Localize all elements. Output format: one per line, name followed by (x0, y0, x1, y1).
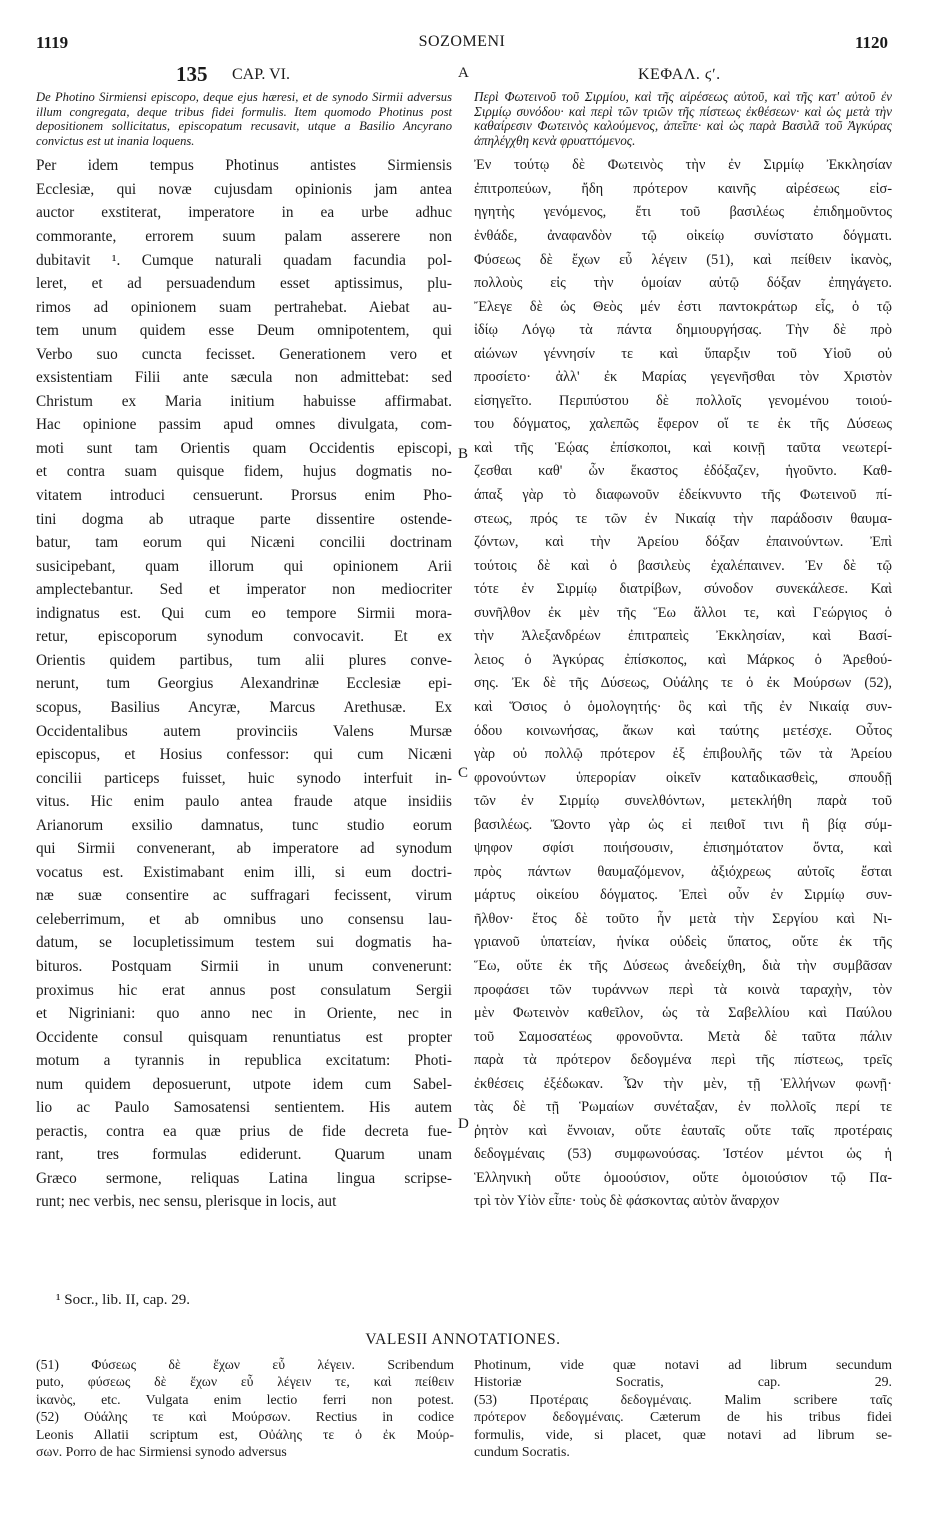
text-line: τότε ἐν Σιρμίῳ διατρίβων, σύνοδον συνεκάλεσε. Καὶ (474, 581, 892, 598)
text-line: εἰσηγεῖτο. Περιπύστου δὲ πολλοῖς γενομένου τοιού- (474, 392, 892, 409)
text-line: προσίετο· ἀλλ' ἐκ Μαρίας γεγενῆσθαι τὸν Χριστὸν (474, 369, 892, 386)
text-line: scopus, Basilius Ancyræ, Marcus Arethusæ. Ex (36, 698, 452, 716)
running-title: SOZOMENI (418, 33, 506, 50)
text-line: vitatem introduci censuerunt. Prorsus enim Pho- (36, 487, 452, 505)
text-line: τρὶ τὸν Υἱὸν εἶπε· τοὺς δὲ φάσκοντας αὐτὸν ἄναρχον (474, 1193, 780, 1210)
text-line: ηγητὴς γενόμενος, ἔτι τοῦ βασιλέως ἐπιδημοῦντος (474, 204, 892, 221)
text-line: άπαξ γὰρ τὸ διαφωνοῦν ἐδείκνυντο τῆς Φωτεινοῦ πί- (474, 487, 892, 504)
text-line: susicipebant, quam illorum qui opinionem Arii (36, 557, 452, 575)
text-line: tem unum quidem esse Deum omnipotentem, qui (36, 322, 452, 340)
text-line: num quidem deposuerunt, utpote idem cum Sabel- (36, 1075, 452, 1093)
annotation-line: formulis, vide, si placet, quæ notavi ad librum se- (474, 1426, 892, 1442)
text-line: σης. Ἐκ δὲ τῆς Δύσεως, Οὐάλης τε ὁ ἐκ Μούρσων (52), (474, 675, 892, 692)
text-line: lio ac Paulo Samosatensi sentientem. His autem (36, 1099, 452, 1117)
annotation-line: (51) Φύσεως δὲ ἔχων εὖ λέγειν. Scribendum (36, 1357, 454, 1372)
text-line: concilii particeps fuisset, huic synodo interfuit in- (36, 769, 452, 787)
text-line: rimos ad opinionem suam pertrahebat. Aiebat au- (36, 298, 452, 316)
greek-body (474, 154, 892, 1214)
margin-letter-a: A (458, 65, 469, 81)
text-line: αἰώνων γέννησίν τε καὶ ὕπαρξιν τοῦ Υἱοῦ οὐ (474, 345, 892, 362)
text-line: episcopus, et Hosius confessor: qui cum Nicæni (36, 746, 452, 764)
text-line: qui Sirmii convenerant, ab imperatore ad synodum (36, 840, 452, 858)
text-line: Ἔλεγε δὲ ὡς Θεὸς μέν ἐστι παντοκράτωρ εἷς, ὁ τῷ (474, 298, 892, 315)
text-line: vocatus est. Existimabant enim illi, si eum doctri- (36, 863, 452, 881)
text-line: τὴν Ἀλεξανδρέων ἐπιτραπεὶς Ἐκκλησίαν, καὶ Βασί- (474, 628, 892, 645)
text-line: Ἑλληνικὴ οὔτε ὁμοούσιον, οὔτε ὁμοιούσιον τῷ Πα- (474, 1169, 892, 1186)
text-line: motum a tyrannis in republica excitatum: Photi- (36, 1052, 452, 1070)
text-line: βασιλέως. Ὤοντο γὰρ ὡς εἰ πειθοῖ τινι ἢ βίᾳ σύμ- (474, 816, 892, 833)
text-line: leret, et ad persuadendum esset aptissimus, plu- (36, 275, 452, 293)
text-line: Occidentalibus autem provinciis Valens Mursæ (36, 722, 452, 740)
text-line: Per idem tempus Photinus antistes Sirmiensis (36, 157, 452, 175)
text-line: λειος ὁ Ἀγκύρας ἐπίσκοπος, καὶ Μάρκος ὁ Ἀρεθού- (474, 651, 892, 668)
text-line: tini dogma ab utraque parte dissentire ostende- (36, 510, 452, 528)
text-line: dubitavit ¹. Cumque naturali quadam facundia pol- (36, 251, 452, 269)
text-line: καὶ Ὅσιος ὁ ὁμολογητής· ὃς καὶ τῆς ἐν Νικαίᾳ συν- (474, 698, 892, 715)
margin-letter-c: C (458, 765, 469, 781)
text-line: auctor exstiterat, imperatore in ea urbe adhuc (36, 204, 452, 222)
text-line: ζεσθαι καθ' ὧν ἕκαστος ἐδόξαζεν, ἡγοῦντο. Καθ- (474, 463, 892, 480)
text-line: γριανοῦ ὑπατείαν, ἡνίκα οὐδεὶς ὕπατος, οὔτε ἐκ τῆς (474, 934, 892, 951)
text-line: μὲν Φωτεινὸν καθεῖλον, ὡς τὰ Σαβελλίου καὶ Παύλου (474, 1005, 892, 1022)
text-line: ἰδίῳ Λόγῳ τὰ πάντα δημιουργήσας. Τὴν δὲ πρὸ (474, 322, 892, 339)
running-head (36, 33, 888, 55)
annotation-line: σων. Porro de hac Sirmiensi synodo adversus (36, 1443, 287, 1459)
text-line: amplectebantur. Sed et imperator non mediocriter (36, 581, 452, 599)
text-line: τούτοις δὲ καὶ ὁ βασιλεὺς ἐχαλέπαινεν. Ἐν δὲ τῷ (474, 557, 892, 574)
chapter-label-latin: CAP. VI. (232, 66, 290, 83)
text-line: Occidente consul quisquam renuntiatus est propter (36, 1028, 452, 1046)
text-line: datum, se locupletissimum testem sui dogmatis ha- (36, 934, 452, 952)
text-line: exsistentiam Filii ante sæcula non admittebat: sed (36, 369, 452, 387)
annotation-line: Historiæ Socratis, cap. 29. (474, 1374, 892, 1390)
text-line: moti sunt tam Orientis quam Occidentis episcopi, (36, 439, 452, 457)
text-line: Orientis quidem partibus, tum alii plures conve- (36, 651, 452, 669)
text-line: rant, tres formulas ediderunt. Quarum unam (36, 1146, 452, 1164)
text-line: παρὰ τὰ πρότερον δεδογμένα περὶ τῆς πίστεως, τρεῖς (474, 1052, 892, 1069)
text-line: ῥητὸν καὶ ἔννοιαν, οὔτε ἑαυταῖς οὔτε ταῖς προτέραις (474, 1122, 892, 1139)
text-line: commorante, errorem suum palam asserere non (36, 228, 452, 246)
chapter-summary-latin: De Photino Sirmiensi episcopo, deque ejus hæresi, et de synodo Sirmii adversus illum congregata, deque tribus fidei formulis. Item quomodo Photinus post depositionem sollicitatus, episcopatum recusavit, utque a Basilio Ancyrano convictus est ut inania loquens. (36, 90, 452, 148)
margin-letter-b: B (458, 446, 469, 462)
text-line: et Nigriniani: quo anno nec in Oriente, nec in (36, 1005, 452, 1023)
text-line: retur, episcoporum synodum convocavit. Et ex (36, 628, 452, 646)
text-line: ψηφον σφίσι ποιήσουσιν, ἐπισημότατον ὄντα, καὶ (474, 840, 892, 857)
text-line: Ἕω, οὔτε ἐκ τῆς Δύσεως ἀνεδείχθη, διὰ τὴν συμβᾶσαν (474, 957, 892, 974)
latin-column (36, 62, 452, 1214)
page-number-right: 1120 (854, 33, 888, 52)
annotation-line: cundum Socratis. (474, 1443, 570, 1459)
text-line: Φύσεως δὲ ἔχων εὖ λέγειν (51), καὶ πείθειν ἱκανὸς, (474, 251, 892, 268)
text-line: πολλοὺς εἰς τὴν ὁμοίαν αὐτῷ δόξαν ἐπηγάγετο. (474, 275, 892, 292)
annotation-line: ἱκανὸς, etc. Vulgata enim lectio ferri non potest. (36, 1391, 454, 1407)
annotation-line: puto, φύσεως δὲ ἔχων εὖ λέγειν τε, καὶ πείθειν (36, 1374, 454, 1390)
text-line: Ecclesiæ, qui novæ cujusdam opinionis jam antea (36, 180, 452, 198)
text-line: Christum ex Maria initium habuisse affirmabat. (36, 392, 452, 410)
text-line: vitus. Hic enim paulo antea fraude atque insidiis (36, 793, 452, 811)
text-line: φρονούντων ὑπερορίαν οἰκεῖν καταδικασθεὶς, σπουδῇ (474, 769, 892, 786)
text-line: του δόγματος, χαλεπῶς ἔφερον οἵ τε ἐκ τῆς Δύσεως (474, 416, 892, 433)
text-line: peractis, contra ea quæ prius de fide decreta fue- (36, 1122, 452, 1140)
text-line: Hac opinione passim apud omnes divulgata, com- (36, 416, 452, 434)
text-line: γὰρ οὐ πολλῷ πρότερον ἐξ ἐπιβουλῆς τῶν τὰ Ἀρείου (474, 746, 892, 763)
text-line: τῶν ἐν Σιρμίῳ συνελθόντων, μετεκλήθη παρὰ τοῦ (474, 793, 892, 810)
text-line: ζόντων, καὶ τὴν Ἀρείου δόξαν ἐπαινούντων. Ἐπὶ (474, 534, 892, 551)
text-line: nerunt, tum Georgius Alexandrinæ Ecclesiæ epi- (36, 675, 452, 693)
text-line: ἐνθάδε, ἀναφανδὸν τῷ οἰκείῳ συνίστατο δόγματι. (474, 228, 892, 245)
text-line: næ suæ consentire ac suffragari fecissent, virum (36, 887, 452, 905)
text-line: bituros. Postquam Sirmii in unum convenerunt: (36, 957, 452, 975)
chapter-summary-greek: Περὶ Φωτεινοῦ τοῦ Σιρμίου, καὶ τῆς αἱρέσεως αὐτοῦ, καὶ τῆς κατ' αὐτοῦ ἐν Σιρμίῳ συνόδου· καὶ περὶ τῶν τριῶν τῆς πίστεως ἐκθέσεων· καὶ ὡς μετὰ τὴν καθαίρεσιν Φωτεινὸς καλούμενος, ἀπεῖπε· καὶ ὡς παρὰ Βασιλᾶ τοῦ Ἀγκύρας ἀπηλέγχθη κενὰ φρυαττόμενος. (474, 89, 892, 148)
chapter-heading-greek (474, 62, 892, 90)
text-line: ἐκθέσεις ἐξέδωκαν. Ὧν τὴν μὲν, τῇ Ἑλλήνων φωνῇ· (474, 1075, 892, 1092)
text-line: Verbo suo cuncta fecisset. Generationem vero et (36, 345, 452, 363)
text-line: proximus hic erat annus post consulatum Sergii (36, 981, 452, 999)
text-line: στεως, πρός τε τῶν ἐν Νικαίᾳ τὴν παράδοσιν θαυμα- (474, 510, 892, 527)
annotation-line: (52) Οὐάλης τε καὶ Μούρσων. Rectius in codice (36, 1409, 454, 1425)
text-line: Græco sermone, reliquas Latina lingua scripse- (36, 1169, 452, 1187)
text-line: ἐπιτροπεύων, ἤδη πρότερον καινῆς αἱρέσεως εἰσ- (474, 180, 892, 197)
page-number-left: 1119 (36, 33, 69, 52)
text-line: μάρτυς οἰκείου δόγματος. Ἐπεὶ οὖν ἐν Σιρμίῳ συν- (474, 887, 892, 904)
text-line: batur, tam eorum qui Nicæni concilii doctrinam (36, 534, 452, 552)
text-line: τοῦ Σαμοσατέως φρονοῦντα. Μετὰ δὲ ταῦτα πάλιν (474, 1028, 892, 1045)
annotation-line: πρότερον δεδογμέναις. Cæterum de his tribus fidei (474, 1409, 892, 1425)
text-line: runt; nec verbis, nec sensu, plerisque in locis, aut (36, 1193, 337, 1211)
annotations-title: VALESII ANNOTATIONES. (365, 1331, 561, 1348)
text-line: et contra suam quisque fidem, hujus dogmatis no- (36, 463, 452, 481)
text-line: καὶ τῆς Ἑῴας ἐπίσκοποι, καὶ κοινῇ ταῦτα νεωτερί- (474, 439, 892, 456)
chapter-heading-latin (36, 62, 452, 90)
margin-letter-d: D (458, 1116, 469, 1132)
text-line: πρὸς πάντων θαυμαζόμενον, ἀξιόχρεως αὐτοῖς ἔσται (474, 863, 892, 880)
annotation-line: (53) Προτέραις δεδογμέναις. Malim scribere ταῖς (474, 1391, 892, 1407)
annotations-left (36, 1356, 454, 1460)
text-line: Arianorum exsilio damnatus, tunc studio eorum (36, 816, 452, 834)
footnote: ¹ Socr., lib. II, cap. 29. (56, 1292, 191, 1308)
text-line: συνῆλθον ἐκ μὲν τῆς Ἕω ἄλλοι τε, καὶ Γεώργιος ὁ (474, 604, 892, 621)
text-line: celeberrimum, et ab omnibus uno consensu lau- (36, 910, 452, 928)
chapter-number: 135 (176, 62, 208, 86)
latin-body (36, 154, 452, 1214)
chapter-label-greek: ΚΕΦΑΛ. ϛʹ. (638, 66, 721, 83)
greek-column (474, 62, 892, 1214)
text-line: Ἐν τούτῳ δὲ Φωτεινὸς τὴν ἐν Σιρμίῳ Ἐκκλησίαν (474, 157, 892, 174)
text-line: indignatus est. Qui cum eo tempore Sirmii mora- (36, 604, 452, 622)
annotation-line: Leonis Allatii scriptum est, Οὐάλης τε ὁ ἐκ Μούρ- (36, 1426, 454, 1442)
annotations-right (474, 1356, 892, 1460)
text-line: ῆλθον· ἔτος δὲ τοῦτο ἦν μετὰ τὴν Σεργίου καὶ Νι- (474, 910, 892, 927)
annotation-line: Photinum, vide quæ notavi ad librum secundum (474, 1357, 892, 1372)
text-line: όδου κοινωνήσας, ἄκων καὶ ταύτης μετέσχε. Οὗτος (474, 722, 892, 739)
text-line: τὰς δὲ τῇ Ῥωμαίων συνέταξαν, ἐν πολλοῖς περί τε (474, 1099, 892, 1116)
text-line: προφάσει τῶν τυράννων περὶ τὰ κοινὰ ταραχὴν, τὸν (474, 981, 892, 998)
text-line: δεδογμέναις (53) συμφωνούσας. Ἰστέον μέντοι ὡς ἡ (474, 1146, 892, 1163)
